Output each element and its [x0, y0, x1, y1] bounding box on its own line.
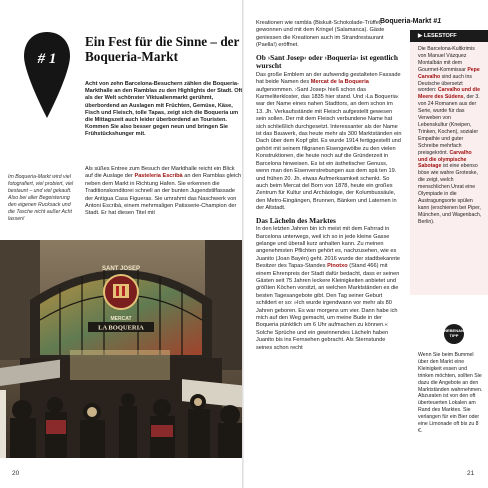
section-heading-smile: Das Lächeln des Marktes: [256, 215, 336, 225]
sidebar-body: der 3. von 24 Romanen aus der Serie, wurde für das Verweben von Lebenskultur (Kneipen, Trinken, Kochen), sozialer Empathie und guter Schreibe mehrfach preisgekrönt.: [418, 94, 480, 156]
body-text: Das große Emblem an der aufwendig gestalteten Fassade hat beide Namen des: [256, 71, 401, 86]
body-text: an den Ramblas gleich neben dem Markt in Richtung Hafen. Sie erkennen die Traditionskonditorei schnell an der bunten Jugendstilfassade der Antigua Casa Figueras. Sie umrahmt das Naschwerk von Antoni Escribà, einem mehrmaligen Patisserie-Champion der Stadt. Er hat diesen Titel mit: [85, 173, 242, 217]
article-title: Ein Fest für die Sinne – der Boqueria-Markt: [85, 34, 240, 64]
page-gutter: [242, 0, 244, 488]
nebenan-badge-icon: NEBENAN TIPP: [444, 324, 464, 344]
article-body-right: [256, 20, 402, 352]
body-text: aufgenommen. ›Sant Josep‹ hieß schon das Karmeliterkloster, das 1835 hier stand. Und ›La Boqueria‹ war der Name eines nahen Stadttors, an dem schon im 13. Jh. Verkaufsstände mit Fleisch aufgestellt gewesen sein sollen. Der mit dem Fleisch verbundene Name hat sich schließlich durchgesetzt. Interessanter als der Name ist das Bauwerk, das heute mehr als 300 Marktständen ein Dach über dem Kopf gibt. Es wurde 1914 fertiggestellt und gehört mit seinem filigranen Eisengewölbe zu den vielen Konstruktionen, die heute noch auf die Gründerzeit in Barcelona hinweisen. Es ist ein ästhetischer Genuss, wenn man den Eisenverstrebungen aus dem spä ten 19. und frühen 20. Jh. etwas Aufmerksamkeit schenkt. So auch beim Mercat del Born von 1878, heute ein großes Zentrum für Kultur und Archäologie, der Kolumbussäule, den Metro-Eingängen, Brunnen, Bänken und Laternen in der Altstadt.: [256, 86, 402, 212]
article-body-left: [85, 166, 243, 218]
photo-caption: Im Boqueria-Markt wird viel fotografiert, viel probiert, viel bestaunt – und viel gekauft. Also bei aller Begeisterung den eigenen Rucksack und die Tasche nicht außer Acht lassen!: [8, 174, 74, 222]
body-text: Als süßes Entree zum Besuch der Markthalle reicht ein Blick auf die Auslage der: [85, 166, 235, 180]
running-head-mark: #1: [433, 18, 442, 25]
market-photo: [0, 240, 242, 458]
sidebar-header: [410, 30, 488, 42]
sign-top-text: SANT JOSEP: [101, 266, 141, 272]
highlight-pinotxo: Pinotxo: [327, 263, 348, 270]
paragraph-juanito: [256, 226, 402, 352]
body-text: (Stand 466) mit einem Ehrenpreis der Stadt dafür bedacht, dass er seinen Gästen seit 75 Jahren leckere Kleinigkeiten anbietet und größten Köchen vorsitzt, an welchen Marktständen es die besten Tagesangebote gibt. Den Tag seiner Geburt schildert er so: »Ich wurde irgendwann vor mehr als 80 Jahren geboren. Es war morgens um vier. Dann habe ich mich auf den Weg gemacht, um meine Bude in der Boqueria pünktlich um 6 Uhr aufmachen zu können.« Solche Sprüche und ein gewinnendes Lächeln haben Juanito bis ins Fernsehen gebracht. Als Sternstunde seines schon recht: [256, 263, 400, 351]
sign-letters-text: MERCAT: [110, 316, 132, 322]
sidebar-header-label: LESESTOFF: [423, 33, 457, 39]
body-text: In den letzten Jahren bin ich meist mit dem Fahrrad in Barcelona unterwegs, weil ich so in jede kleine Gasse gelange und überall kurz anhalten kann. Zu meinen angenehmsten Pflichten gehört es, nachzusehen, wie es Juanito (Joan Bayén) geht. 2016 wurde der stadtbekannte Besitzer des Tapas-Standes: [256, 226, 400, 270]
article-lead: Acht von zehn Barcelona-Besuchern zählen die Boqueria-Markthalle an den Ramblas zu den Highlights der Stadt. Oft als der Welt schönster Viktualienmarkt gerühmt, überbordend an Auslagen mit Früchten, Gemüse, Käse, Fisch und Fleisch, tolle Tapas, zeigt sich die Boqueria um die Mittagszeit auch leider überbordend an Touristen. Kommen Sie also besser gegen neun und bringen Sie Frühstückshunger mit.: [85, 81, 243, 138]
arrow-right-icon: ▶: [418, 33, 423, 39]
highlight-pasteleria: Pastelería Escribà: [134, 173, 183, 180]
sign-main-text: LA BOQUERIA: [98, 324, 144, 332]
pin-label: # 1: [37, 51, 57, 67]
highlight-book-1: Carvalho und die Meere des Südens: [418, 87, 481, 101]
sidebar-note: Wenn Sie beim Bummel über den Markt eine Kleinigkeit essen und trinken möchten, sollten Sie dazu die Angebote an den Marktständen wahrnehmen. Abzuraten ist von den oft überteuerten Lokalen am Rand des Marktes. Sie verlangen für ein Bier oder eine Limonade oft bis zu 8 €.: [418, 352, 483, 434]
sidebar-body: Die Barcelona-Kultkrimis von Manuel Vázquez Montalbán mit dem Gourmet-Kommissar: [418, 46, 475, 73]
location-pin-icon: [22, 30, 72, 120]
intro-paragraph: Kreationen wie rambla (Biskuit-Schokolade-Trüffel) gewonnen und mit dem Kringel (Salamanca). Gäste geniessen die Kreationen auch im Strandrestaurant (Paella!) eröffnet.: [256, 20, 385, 49]
sidebar-body: ist eine ebenso böse wie wahre Groteske, die zeigt, welch menschlichen Unrat eine Olympiade in die Austragungsorte spülen kann (erschienen bei Piper, München, und Wagenbach, Berlin).: [418, 163, 482, 225]
page-number-left: 20: [12, 470, 20, 477]
running-head-title: Boqueria-Markt: [380, 18, 432, 25]
page-number-right: 21: [467, 470, 475, 477]
sidebar-text: Die Barcelona-Kultkrimis von Manuel Vázquez Montalbán mit dem Gourmet-Kommissar Pepe Carvalho sind auch ins Deutsche übersetzt worden: Carvalho und die Meere des Südens, der 3. von 24 Romanen aus der Serie, wurde für das Verweben von Lebenskultur (Kneipen, Trinken, Kochen), sozialer Empathie und guter Schreibe mehrfach preisgekrönt. Carvalho und die olympische Sabotage ist eine ebenso böse wie wahre Groteske, die zeigt, welch menschlichen Unrat eine Olympiade in die Austragungsorte spülen kann (erschienen bei Piper, München, und Wagenbach, Berlin).: [418, 46, 482, 225]
section-heading-name: Ob ›Sant Josep‹ oder ›Boqueria‹ ist egentlich wurscht: [256, 52, 398, 71]
highlight-book-2: Carvalho und die olympische Sabotage: [418, 149, 472, 170]
market-photo-illustration: [0, 240, 242, 458]
sidebar-body: sind auch ins Deutsche übersetzt worden:: [418, 73, 472, 94]
highlight-carvalho: Pepe Carvalho: [418, 66, 480, 80]
paragraph-emblem: [256, 72, 402, 213]
highlight-mercat: Mercat de la Boqueria: [310, 79, 369, 86]
